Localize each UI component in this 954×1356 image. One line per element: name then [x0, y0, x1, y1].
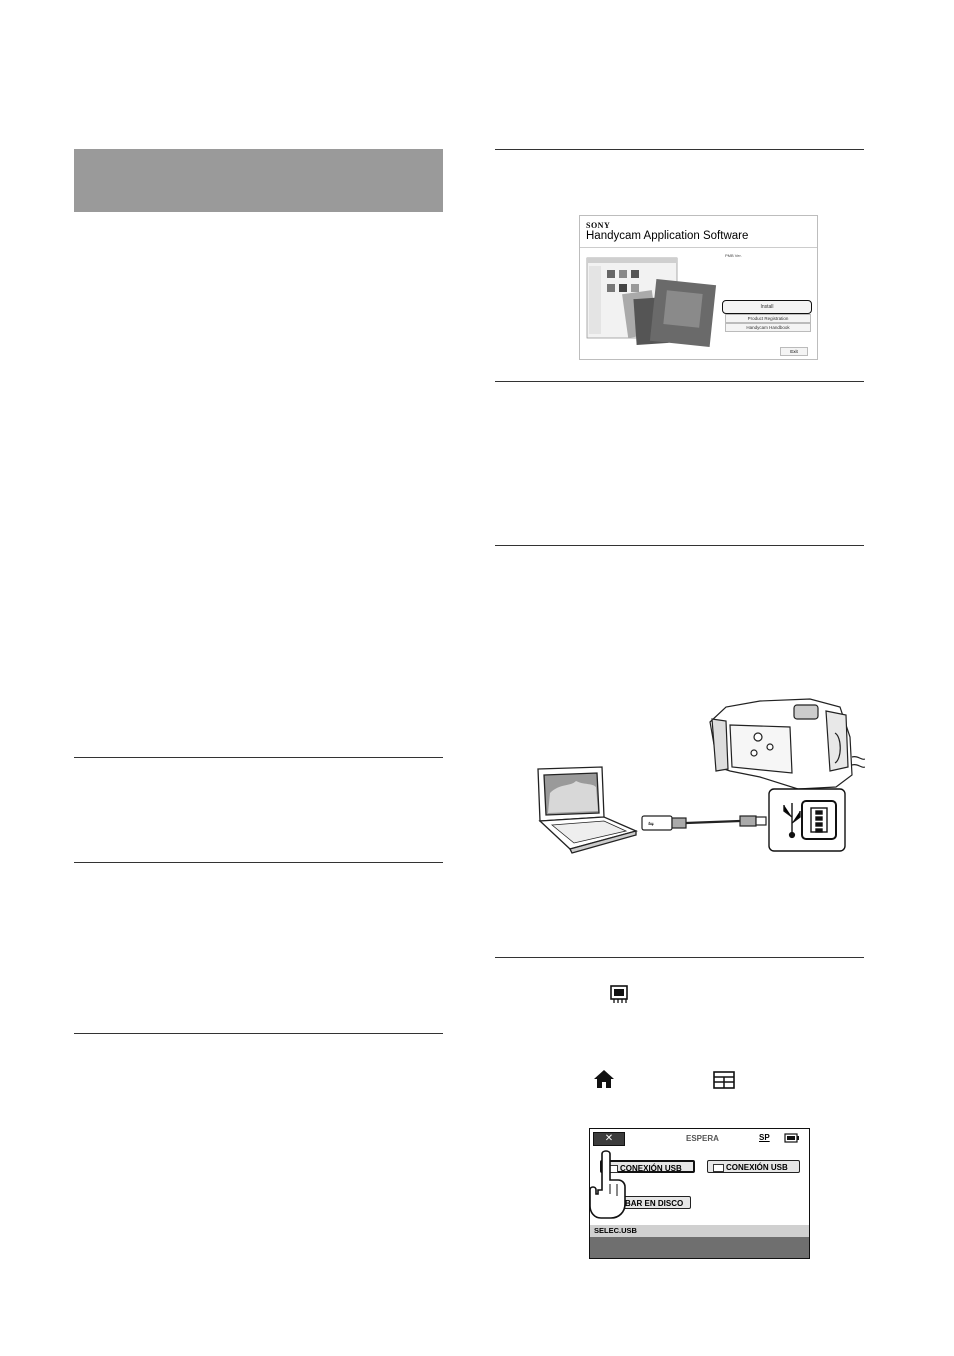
usb-connect-internal-label: CONEXIÓN USB	[620, 1164, 682, 1173]
svg-text:⇋: ⇋	[648, 820, 654, 828]
handbook-button[interactable]: Handycam Handbook	[725, 323, 811, 332]
installer-screenshot	[579, 215, 818, 360]
section-header-bar	[74, 149, 443, 212]
burn-disc-label: BAR EN DISCO	[625, 1199, 684, 1208]
lcd-help-text: SELEC.USB	[590, 1225, 809, 1237]
internal-memory-icon	[609, 983, 629, 1005]
product-registration-button[interactable]: Product Registration	[725, 314, 811, 323]
divider	[495, 381, 864, 382]
divider	[495, 149, 864, 150]
camcorder-illustration	[710, 699, 865, 789]
software-preview-image	[585, 256, 720, 356]
installer-version: PMB Ver.	[725, 253, 742, 258]
home-icon	[593, 1069, 615, 1089]
divider	[74, 862, 443, 863]
pointing-finger-icon	[586, 1150, 628, 1220]
menu-list-icon	[713, 1071, 735, 1089]
lcd-close-button[interactable]: ✕	[593, 1132, 625, 1146]
usb-connect-card-label: CONEXIÓN USB	[726, 1163, 788, 1172]
lcd-bottom-bar	[590, 1237, 809, 1258]
usb-port-zoom	[769, 789, 845, 851]
memory-card-icon	[713, 1164, 724, 1172]
exit-button[interactable]: Exit	[780, 347, 808, 356]
divider	[495, 545, 864, 546]
install-button[interactable]: Install	[722, 300, 812, 314]
battery-icon	[784, 1133, 800, 1143]
usb-cable-illustration	[642, 816, 766, 830]
laptop-illustration	[538, 767, 636, 853]
installer-separator	[580, 247, 817, 248]
lcd-quality-indicator: SP	[759, 1133, 770, 1142]
divider	[74, 1033, 443, 1034]
installer-brand: SONY	[586, 221, 611, 230]
usb-connect-card-button[interactable]	[707, 1160, 800, 1173]
installer-title: Handycam Application Software	[586, 230, 749, 242]
divider	[495, 957, 864, 958]
lcd-status-text: ESPERA	[686, 1134, 719, 1143]
usb-connection-illustration	[530, 697, 865, 857]
divider	[74, 757, 443, 758]
